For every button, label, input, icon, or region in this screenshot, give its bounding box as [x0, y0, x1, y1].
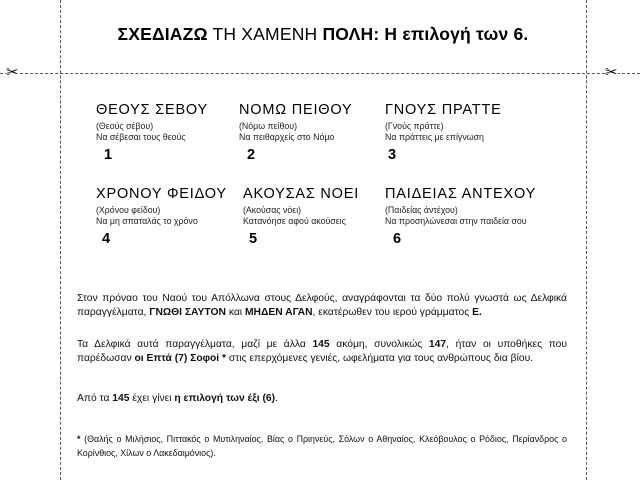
maxim-number: 2 [247, 147, 256, 163]
maxim-number: 3 [388, 147, 397, 163]
footnote [77, 432, 567, 460]
maxim-original: (Γνούς πράττε) [385, 121, 444, 131]
maxim-translation: Κατανόησε αφού ακούσεις [243, 216, 346, 226]
maxim-name: ΠΑΙΔΕΙΑΣ ΑΝΤΕΧΟΥ [385, 186, 537, 202]
maxim-original: (Ακούσας νόει) [243, 205, 302, 215]
text: έχει γίνει [129, 393, 175, 404]
maxim-name: ΝΟΜΩ ΠΕΙΘΟΥ [239, 102, 353, 118]
title-bold-1: ΣΧΕΔΙΑΖΩ [117, 24, 208, 44]
maxim-name: ΓΝΟΥΣ ΠΡΑΤΤΕ [385, 102, 502, 118]
text: Στον πρόναο του Ναού του Απόλλωνα στους Δελφούς, αναγράφονται τα δύο πολύ γνωστά ως Δελφικά παραγγέλματα, [77, 293, 567, 319]
maxim-translation: Να προσηλώνεσαι στην παιδεία σου [385, 216, 527, 226]
text: . [275, 393, 278, 404]
text: και [225, 307, 245, 319]
maxim-number: 5 [249, 231, 258, 247]
bold-text: οι Επτά (7) Σοφοί * [134, 353, 227, 365]
maxim-translation: Να μη σπαταλάς το χρόνο [96, 216, 198, 226]
maxim-name: ΑΚΟΥΣΑΣ ΝΟΕΙ [243, 186, 360, 202]
footnote-text: (Θαλής ο Μιλήσιος, Πιττακός ο Μυτιληναίος, Βίας ο Πριηνεύς, Σόλων ο Αθηναίος, Κλεόβουλος ο Ρόδιος, Περίανδρος ο Κορίνθιος, Χίλων ο Λακεδαιμόνιος). [77, 434, 567, 458]
maxim-name: ΘΕΟΥΣ ΣΕΒΟΥ [96, 102, 209, 118]
text: στις επερχόμενες γενιές, ωφελήματα για τους ανθρώπους δια βίου. [226, 353, 534, 365]
maxim-original: (Παιδείας άντέχου) [385, 205, 458, 215]
title-light: ΤΗ ΧΑΜΕΝΗ [207, 24, 323, 44]
maxim-4 [96, 185, 266, 247]
text: , εκατέρωθεν του ιερού γράμματος [312, 307, 473, 319]
paragraph-delphic [77, 292, 567, 320]
bold-text: η επιλογή των έξι (6) [174, 393, 276, 404]
maxim-original: (Χρόνου φείδου) [96, 205, 161, 215]
maxim-2 [239, 101, 409, 163]
bold-text: 145 [312, 339, 330, 350]
cut-line-horizontal [0, 73, 640, 74]
maxim-translation: Να πειθαρχείς στο Νόμο [239, 132, 335, 142]
text: ακόμη, συνολικώς [329, 339, 429, 350]
text: Από τα [77, 393, 113, 404]
bold-text: ΜΗΔΕΝ ΑΓΑΝ [244, 307, 313, 319]
maxim-number: 1 [104, 147, 113, 163]
bold-text: ΓΝΩΘΙ ΣΑΥΤΟΝ [149, 307, 226, 319]
maxim-original: (Θεούς σέβου) [96, 121, 154, 131]
cut-line-right [586, 0, 587, 480]
title-bold-2: ΠΟΛΗ: Η επιλογή των 6. [322, 24, 529, 44]
maxim-6 [385, 185, 555, 247]
scissors-icon: ✂ [605, 64, 618, 81]
bold-text: 145 [112, 393, 130, 404]
maxim-original: (Νόμω πείθου) [239, 121, 298, 131]
cut-line-left [60, 0, 61, 480]
text: , ήταν οι υποθήκες που παρέδωσαν [77, 339, 568, 365]
scissors-icon: ✂ [6, 64, 19, 81]
bold-text: Ε. [472, 307, 482, 319]
paragraph-selection [77, 392, 567, 406]
paragraph-seven-sages [77, 338, 567, 366]
bold-text: 147 [428, 339, 447, 350]
maxim-translation: Να πράττεις με επίγνωση [385, 132, 484, 142]
page-title [60, 24, 586, 45]
maxim-number: 4 [102, 231, 111, 247]
text: Τα Δελφικά αυτά παραγγέλματα, μαζί με άλλα [77, 339, 313, 350]
footnote-star: * [77, 434, 81, 444]
maxim-translation: Να σέβεσαι τους θεούς [96, 132, 186, 142]
maxim-number: 6 [393, 231, 402, 247]
maxim-name: ΧΡΟΝΟΥ ΦΕΙΔΟΥ [96, 186, 227, 202]
maxim-3 [385, 101, 555, 163]
